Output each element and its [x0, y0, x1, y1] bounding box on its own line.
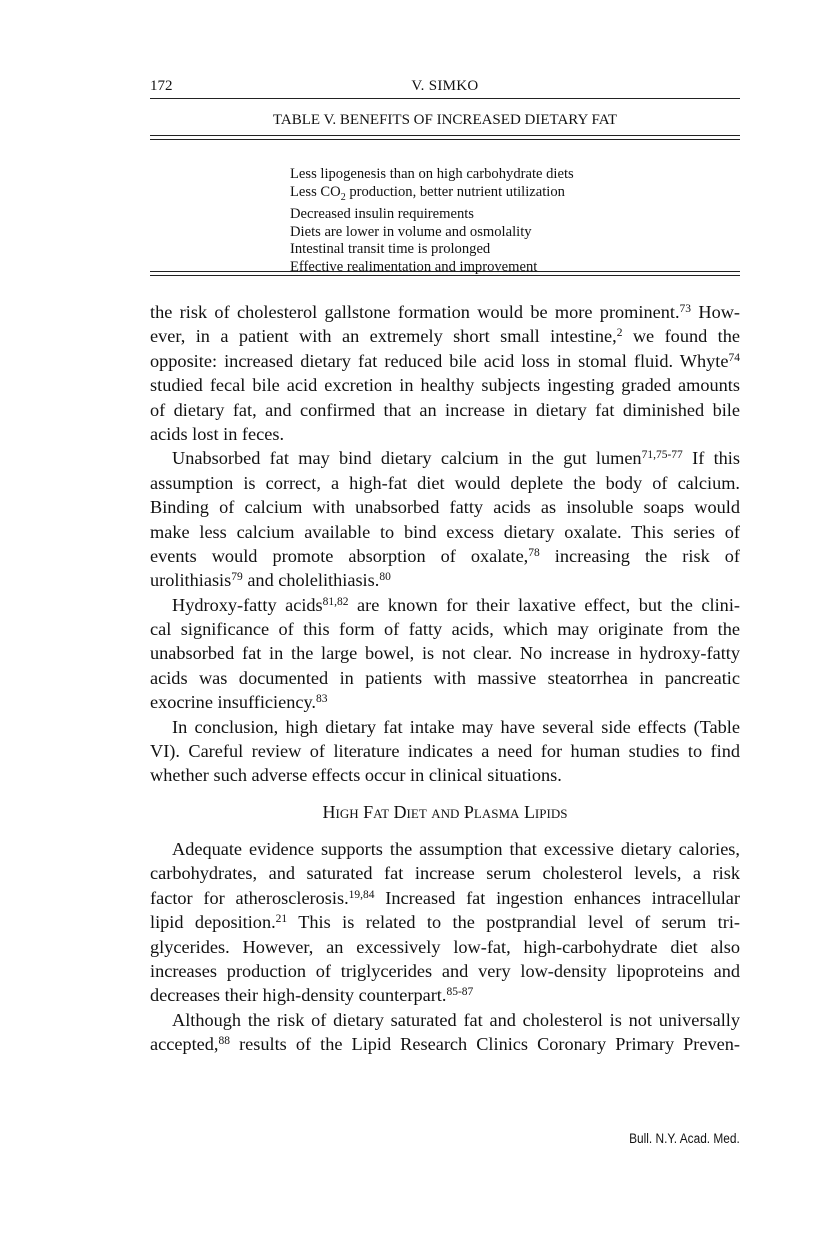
text-segment: This is related to the postprandial level of serum tri- [287, 912, 740, 933]
text-segment: Increased fat ingestion enhances intracellular [374, 887, 740, 908]
text-segment: VI). Careful review of literature indicates a need for human studies to find [150, 741, 740, 762]
table-row [290, 166, 574, 184]
text-line [150, 1008, 740, 1032]
text-segment: In conclusion, high dietary fat intake may have several side effects (Table [172, 716, 740, 737]
reference-superscript: 85-87 [446, 986, 474, 999]
text-line [150, 959, 740, 983]
text-segment: Hydroxy-fatty acids [172, 594, 323, 615]
journal-footer: Bull. N.Y. Acad. Med. [629, 1131, 740, 1146]
table-cell-text: Intestinal transit time is prolonged [290, 241, 491, 258]
text-segment: Adequate evidence supports the assumption that excessive dietary calories, [172, 839, 740, 859]
reference-superscript: 83 [316, 693, 328, 706]
text-line [150, 763, 740, 787]
text-segment: carbohydrates, and saturated fat increase serum cholesterol levels, a risk [150, 863, 740, 884]
text-line [150, 495, 740, 519]
text-segment: opposite: increased dietary fat reduced bile acid loss in stomal fluid. Whyte [150, 350, 729, 371]
text-segment: whether such adverse effects occur in clinical situations. [150, 765, 562, 786]
text-segment: we found the [622, 326, 740, 347]
text-line [150, 593, 740, 617]
text-segment: cal significance of this form of fatty acids, which may originate from the [150, 619, 740, 640]
reference-superscript: 79 [231, 571, 243, 584]
text-segment: make less calcium available to bind excess dietary oxalate. This series of [150, 521, 740, 542]
table-row [290, 184, 574, 207]
text-line [150, 617, 740, 641]
table-cell-text: Effective realimentation and improvement [290, 258, 538, 275]
text-segment: increases production of triglycerides and very low-density lipoproteins and [150, 960, 740, 981]
text-segment: ever, in a patient with an extremely short small intestine, [150, 326, 617, 347]
text-segment: urolithiasis [150, 570, 232, 591]
text-line [150, 886, 740, 910]
table-top-rule [150, 135, 740, 140]
text-segment: assumption is correct, a high-fat diet would deplete the body of calcium. [150, 472, 740, 493]
table-title: TABLE V. BENEFITS OF INCREASED DIETARY FAT [272, 112, 618, 128]
reference-superscript: 74 [728, 351, 740, 364]
text-line [150, 715, 740, 739]
running-header [150, 76, 740, 99]
text-segment: If this [682, 448, 740, 469]
text-segment: Unabsorbed fat may bind dietary calcium in the gut lumen [172, 448, 642, 469]
text-segment: are known for their laxative effect, but the clini- [348, 594, 740, 615]
text-line [150, 568, 740, 592]
text-line [150, 666, 740, 690]
text-line [150, 983, 740, 1007]
reference-superscript: 21 [275, 913, 288, 926]
table-cell-text: production, better nutrient utilization [345, 183, 565, 200]
text-line [150, 690, 740, 714]
table-row [290, 224, 574, 242]
text-line [150, 324, 740, 348]
reference-superscript: 80 [379, 571, 391, 584]
text-segment: acids was documented in patients with massive steatorrhea in pancreatic [150, 667, 740, 688]
text-line [150, 422, 740, 446]
text-line [150, 544, 740, 568]
table-bottom-rule [150, 271, 740, 276]
text-segment: studied fecal bile acid excretion in healthy subjects ingesting graded amounts [150, 375, 740, 396]
text-segment: exocrine insufficiency. [150, 692, 316, 713]
text-segment: increasing the risk of [539, 545, 740, 566]
text-line [150, 300, 740, 324]
text-line [150, 446, 740, 470]
table-row [290, 241, 574, 259]
reference-superscript: 19,84 [348, 888, 375, 901]
text-segment: accepted, [150, 1034, 219, 1055]
text-line [150, 861, 740, 885]
text-line [150, 739, 740, 763]
reference-superscript: 78 [528, 546, 540, 559]
table-row [290, 206, 574, 224]
text-segment: unabsorbed fat in the large bowel, is not clear. No increase in hydroxy-fatty [150, 643, 740, 664]
table-cell-text: Less CO [290, 183, 341, 200]
running-title: V. SIMKO [411, 78, 479, 94]
text-segment: How- [691, 302, 740, 322]
text-line [150, 837, 740, 861]
text-line [150, 1032, 740, 1056]
text-segment: results of the Lipid Research Clinics Coronary Primary Preven- [230, 1034, 740, 1055]
text-segment: and cholelithiasis. [242, 570, 380, 591]
text-line [150, 373, 740, 397]
reference-superscript: 71,75-77 [641, 449, 683, 462]
text-segment: Binding of calcium with unabsorbed fatty acids as insoluble soaps would [150, 497, 740, 518]
text-line [150, 935, 740, 959]
text-segment: of dietary fat, and confirmed that an increase in dietary fat diminished bile [150, 399, 740, 420]
table-body [290, 166, 574, 276]
text-line [150, 520, 740, 544]
body-text-block-2 [150, 837, 740, 1057]
text-line [150, 910, 740, 934]
section-heading: High Fat Diet and Plasma Lipids [322, 802, 568, 822]
text-segment: glycerides. However, an excessively low-fat, high-carbohydrate diet also [150, 936, 740, 957]
text-segment: Although the risk of dietary saturated fat and cholesterol is not universally [172, 1009, 740, 1030]
text-line [150, 641, 740, 665]
text-segment: acids lost in feces. [150, 423, 285, 444]
text-segment: lipid deposition. [150, 912, 276, 933]
reference-superscript: 2 [616, 327, 623, 340]
text-line [150, 349, 740, 373]
text-segment: decreases their high-density counterpart. [150, 985, 447, 1006]
text-line [150, 471, 740, 495]
text-segment: factor for atherosclerosis. [150, 887, 349, 908]
table-cell-text: Less lipogenesis than on high carbohydrate diets [290, 166, 574, 182]
reference-superscript: 81,82 [322, 595, 349, 608]
page-number: 172 [150, 78, 173, 94]
text-segment: the risk of cholesterol gallstone formation would be more prominent. [150, 302, 680, 322]
table-cell-text: Decreased insulin requirements [290, 206, 474, 223]
body-text-block-1 [150, 300, 740, 788]
table-cell-text: Diets are lower in volume and osmolality [290, 223, 532, 240]
text-segment: events would promote absorption of oxalate, [150, 545, 529, 566]
reference-superscript: 73 [679, 303, 692, 315]
reference-superscript: 88 [218, 1035, 231, 1048]
text-line [150, 398, 740, 422]
subscript: 2 [340, 191, 346, 203]
